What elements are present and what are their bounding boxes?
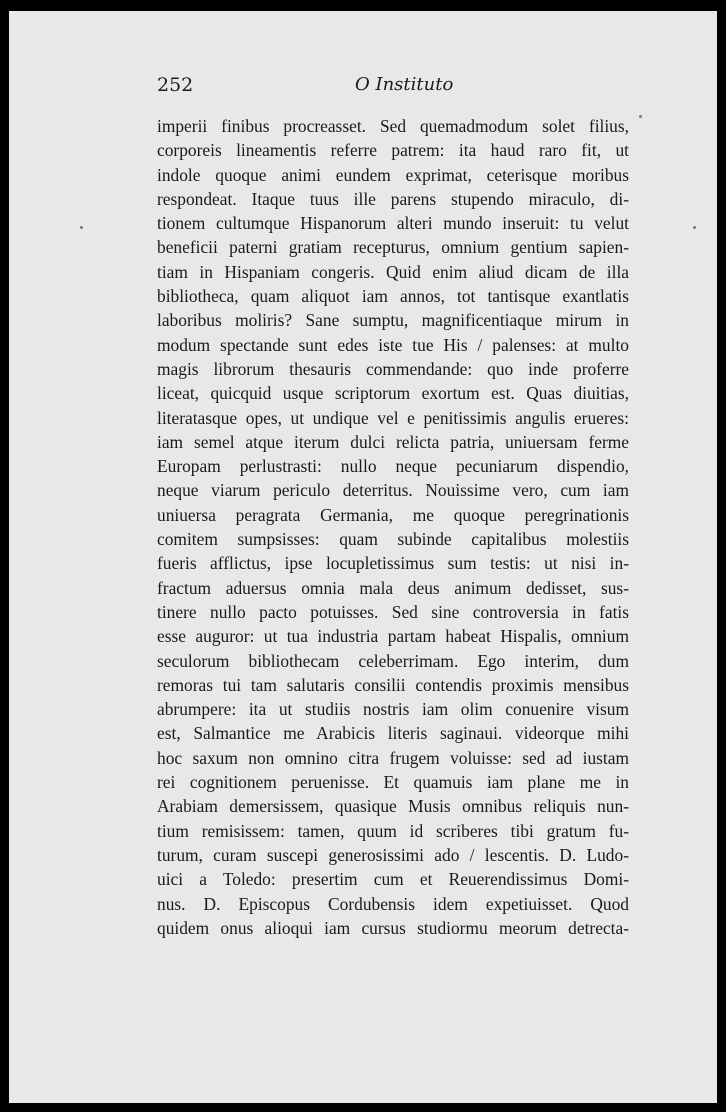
text-line: fueris afflictus, ipse locupletissimus sum testis: ut nisi in-	[157, 553, 629, 574]
text-line: hoc saxum non omnino citra frugem voluisse: sed ad iustam	[157, 747, 629, 768]
text-line: tionem cultumque Hispanorum alteri mundo inseruit: tu velut	[157, 213, 629, 234]
running-title: O Instituto	[355, 74, 454, 95]
page-number: 252	[157, 74, 194, 96]
paper-speck	[639, 115, 642, 118]
text-line: neque viarum periculo deterritus. Nouissime vero, cum iam	[157, 480, 629, 501]
text-line: respondeat. Itaque tuus ille parens stupendo miraculo, di-	[157, 188, 629, 209]
text-line: seculorum bibliothecam celeberrimam. Ego interim, dum	[157, 650, 629, 671]
text-line: magis librorum thesauris commendande: quo inde proferre	[157, 358, 629, 379]
text-line: corporeis lineamentis referre patrem: ita haud raro fit, ut	[157, 140, 629, 161]
page-header	[157, 74, 487, 104]
text-line: imperii finibus procreasset. Sed quemadmodum solet filius,	[157, 116, 629, 136]
text-line: turum, curam suscepi generosissimi ado / lescentis. D. Ludo-	[157, 844, 629, 865]
text-line: remoras tui tam salutaris consilii contendis proximis mensibus	[157, 674, 629, 695]
text-line: tinere nullo pacto potuisses. Sed sine controversia in fatis	[157, 601, 629, 622]
text-line: iam semel atque iterum dulci relicta patria, uniuersam ferme	[157, 431, 629, 452]
paper-speck	[693, 226, 696, 229]
text-line: quidem onus alioqui iam cursus studiormu meorum detrecta-	[157, 917, 629, 938]
text-line: nus. D. Episcopus Cordubensis idem expetiuisset. Quod	[157, 893, 629, 914]
text-line: uici a Toledo: presertim cum et Reuerendissimus Domi-	[157, 869, 629, 890]
text-line: laboribus moliris? Sane sumptu, magnificentiaque mirum in	[157, 310, 629, 331]
text-line: est, Salmantice me Arabicis literis saginaui. videorque mihi	[157, 723, 629, 744]
text-line: tiam in Hispaniam congeris. Quid enim aliud dicam de illa	[157, 261, 629, 282]
text-line: fractum aduersus omnia mala deus animum dedisset, sus-	[157, 577, 629, 598]
text-line: Arabiam demersissem, quasique Musis omnibus reliquis nun-	[157, 796, 629, 817]
text-line: abrumpere: ita ut studiis nostris iam olim conuenire visum	[157, 699, 629, 720]
paper-speck	[80, 226, 83, 229]
text-line: indole quoque animi eundem exprimat, ceterisque moribus	[157, 164, 629, 185]
text-line: Europam perlustrasti: nullo neque pecuniarum dispendio,	[157, 456, 629, 477]
text-line: literatasque opes, ut undique vel e penitissimis angulis erueres:	[157, 407, 629, 428]
text-line: bibliotheca, quam aliquot iam annos, tot tantisque exantlatis	[157, 286, 629, 307]
text-line: tium remisissem: tamen, quum id scriberes tibi gratum fu-	[157, 820, 629, 841]
text-line: beneficii paterni gratiam recepturus, omnium gentium sapien-	[157, 237, 629, 258]
text-line: uniuersa peragrata Germania, me quoque peregrinationis	[157, 504, 629, 525]
book-page	[9, 11, 717, 1103]
text-line: rei cognitionem peruenisse. Et quamuis iam plane me in	[157, 772, 629, 793]
text-line: liceat, quicquid usque scriptorum exortum est. Quas diuitias,	[157, 383, 629, 404]
body-text	[157, 114, 629, 940]
text-line: esse auguror: ut tua industria partam habeat Hispalis, omnium	[157, 626, 629, 647]
text-line: comitem sumpsisses: quam subinde capitalibus molestiis	[157, 529, 629, 550]
text-line: modum spectande sunt edes iste tue His / palenses: at multo	[157, 334, 629, 355]
